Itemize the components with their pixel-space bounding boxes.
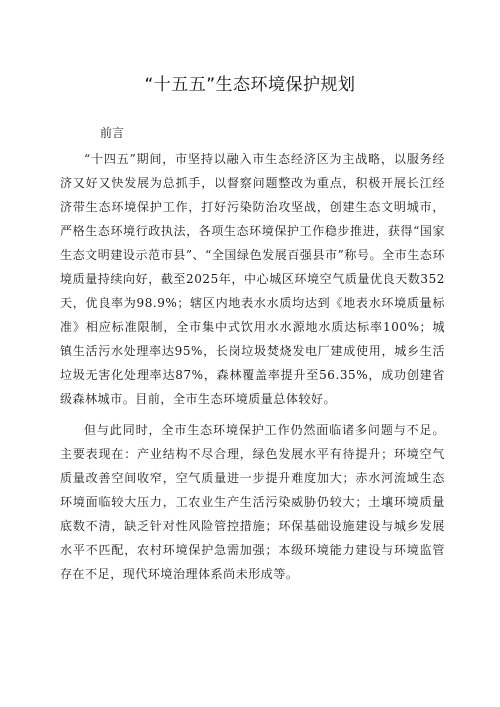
paragraph-achievements: “十四五”期间，市坚持以融入市生态经济区为主战略，以服务经济又好又快发展为总抓手，以督察问题整改为重点，积极开展长江经济带生态环境保护工作，打好污染防治攻坚战，创建生态文明城市，严格生态环境行政执法，各项生态环境保护工作稳步推进，获得“国家生态文明建设示范市县”、“全国绿色发展百强县市”称号。全市生态环境质量持续向好，截至2025年，中心城区环境空气质量优良天数352天，优良率为98.9%；辖区内地表水水质均达到《地表水环境质量标准》相应标准限制，全市集中式饮用水水源地水质达标率100%；城镇生活污水处理率达95%，长岗垃圾焚烧发电厂建成使用，城乡生活垃圾无害化处理率达87%，森林覆盖率提升至56.35%，成功创建省级森林城市。目前，全市生态环境质量总体较好。: [60, 152, 445, 406]
section-heading-preface: 前言: [100, 126, 125, 140]
paragraph-problems: 但与此同时，全市生态环境保护工作仍然面临诸多问题与不足。主要表现在：产业结构不尽合理，绿色发展水平有待提升；环境空气质量改善空间收窄，空气质量进一步提升难度加大；赤水河流域生态环境面临较大压力，工农业生产生活污染威胁仍较大；土壤环境质量底数不清，缺乏针对性风险管控措施；环保基础设施建设与城乡发展水平不匹配，农村环境保护急需加强；本级环境能力建设与环境监管存在不足，现代环境治理体系尚未形成等。: [60, 423, 445, 581]
document-body: [60, 120, 445, 586]
document-title: “十五五”生态环境保护规划: [144, 75, 356, 95]
